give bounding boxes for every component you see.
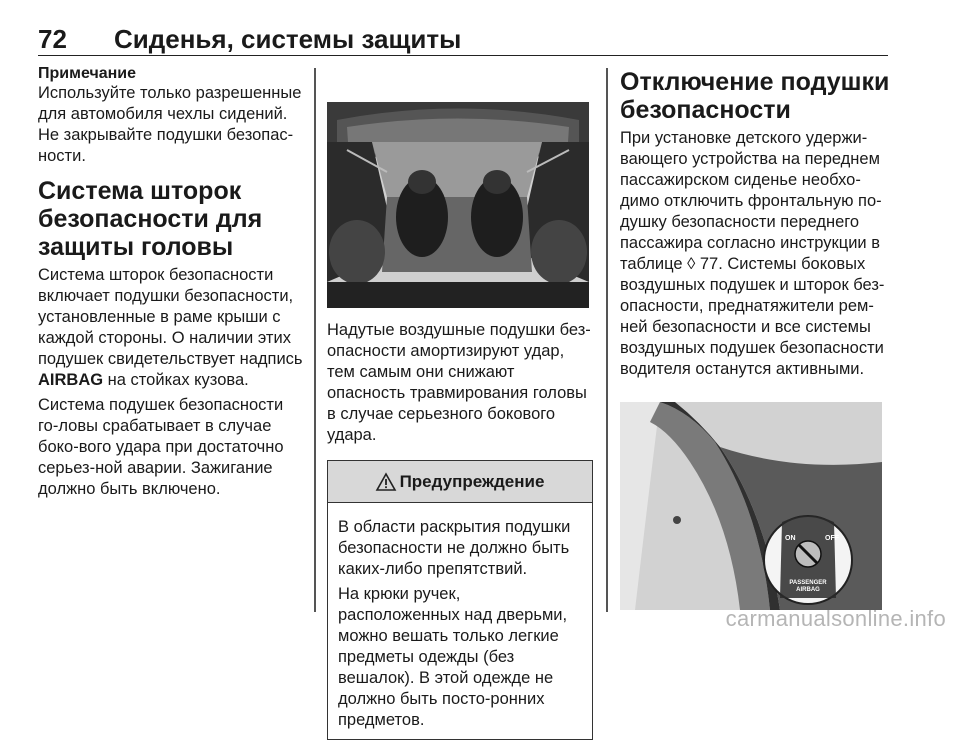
- switch-label-airbag: AIRBAG: [796, 587, 820, 593]
- switch-label-on: ON: [785, 535, 796, 542]
- photo-caption: Надутые воздушные подушки без-опасности амортизируют удар, тем самым они снижают опасность травмирования головы в случае серьезного бокового удара.: [327, 321, 591, 444]
- section-heading-curtain-airbags: Система шторок безопасности для защиты головы: [38, 177, 263, 261]
- warning-body: [328, 503, 592, 739]
- warning-box: [327, 460, 593, 740]
- column-divider: [314, 68, 316, 612]
- warning-paragraph: На крюки ручек, расположенных над дверьми, можно вешать только легкие предметы одежды (без вешалок). В этой одежде не должно быть посто-ронних предметов.: [338, 585, 568, 729]
- note-label: Примечание: [38, 65, 137, 82]
- watermark: carmanualsonline.info: [725, 606, 946, 631]
- switch-label-passenger: PASSENGER: [789, 580, 827, 586]
- page-number: 72: [38, 24, 67, 54]
- column-middle: [327, 102, 593, 740]
- paragraph-text: Система шторок безопасности включает подушки безопасности, установленные в раме крыши с каждой стороны. О наличии этих подушек свидетельствует надпись: [38, 266, 303, 368]
- column-right: [620, 64, 890, 610]
- warning-triangle-icon: [376, 473, 396, 491]
- warning-paragraph: В области раскрытия подушки безопасности не должно быть каких-либо препятствий.: [338, 518, 571, 578]
- paragraph-text: на стойках кузова.: [103, 371, 249, 389]
- page-header: [38, 22, 888, 56]
- warning-title: Предупреждение: [399, 471, 545, 491]
- switch-label-off: OFF: [825, 535, 839, 542]
- paragraph-curtain-description: [38, 265, 304, 391]
- curtain-airbag-photo: [327, 102, 589, 308]
- column-divider: [606, 68, 608, 612]
- section-heading-airbag-deactivation: Отключение подушки безопасности: [620, 68, 890, 124]
- column-left: [38, 64, 304, 500]
- paragraph-curtain-activation: Система подушек безопасности го-ловы срабатывает в случае боко-вого удара при достаточно серьез-ной аварии. Зажигание должно быть включено.: [38, 396, 284, 498]
- airbag-switch-photo: [620, 402, 882, 610]
- paragraph-deactivation: При установке детского удержи-вающего устройства на переднем пассажирском сиденье необхо-димо отключить фронтальную по-душку безопасности переднего пассажира согласно инструкции в таблице ◊ 77. Системы боковых воздушных подушек и шторок без-опасности, преднатяжители рем-ней безопасности и все системы воздушных подушек безопасности водителя останутся активными.: [620, 129, 885, 378]
- airbag-keyword: AIRBAG: [38, 371, 104, 389]
- warning-header: [328, 461, 592, 503]
- note-text: Используйте только разрешенные для автомобиля чехлы сидений. Не закрывайте подушки безопас-ности.: [38, 84, 302, 165]
- page-title: Сиденья, системы защиты: [114, 24, 462, 54]
